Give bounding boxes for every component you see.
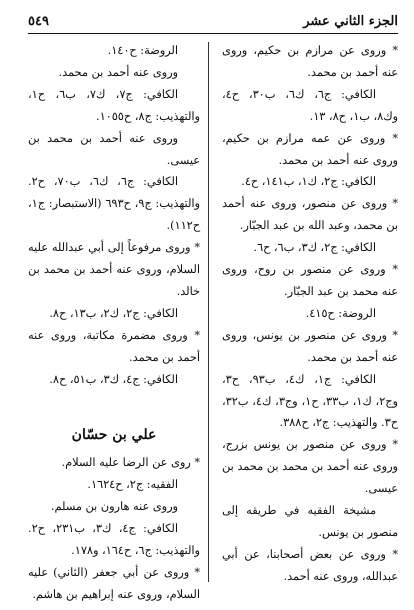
- reference-entry: الروضة: ح٤١٥.: [305, 306, 376, 320]
- column-divider: [208, 42, 209, 582]
- page-header: [28, 10, 398, 32]
- narration-entry: * وروى عن عمه مرازم بن حكيم، وروى عنه أحمد بن محمد.: [222, 131, 398, 167]
- narration-entry: * وروى مرفوعاً إلى أبي عبدالله عليه السلام، وروى عنه أحمد بن محمد بن خالد.: [28, 241, 200, 298]
- reference-entry: الفقيه: ج٢، ح١٦٢٤.: [87, 478, 178, 492]
- narration-entry: * وروى مضمرة مكاتبة، وروى عنه أحمد بن محمد.: [28, 328, 200, 364]
- reference-entry: وروى عنه هارون بن مسلم.: [50, 500, 178, 514]
- narration-entry: * روى عن الرضا عليه السلام.: [61, 456, 200, 470]
- narration-entry: * وروى عن منصور، وروى عنه أحمد بن محمد، وعبد الله بن عبد الجبّار.: [222, 197, 398, 233]
- narration-entry: * وروى عن أبي جعفر (الثاني) عليه السلام، وروى عنه إبراهيم بن هاشم.: [28, 565, 200, 601]
- section-heading: علي بن حسّان: [71, 426, 157, 443]
- right-column: [222, 40, 398, 588]
- narration-entry: * وروى عن منصور بن يونس بزرج، وروى عنه أحمد بن محمد بن محمد بن عيسى.: [222, 438, 398, 496]
- reference-entry: الروضة: ح١٤٠.: [107, 44, 178, 57]
- narration-entry: * وروى عن مرازم بن حكيم، وروى عنه أحمد بن محمد.: [222, 44, 398, 79]
- narration-entry: * وروى عن منصور بن روح، وروى عنه محمد بن عبد الجبّار.: [222, 263, 398, 298]
- reference-entry: الكافي: ج٦، ك٦، ب٧٠، ح٢. والتهذيب: ج٩، ح٦٩٣ (الاستبصار: ج١، ح١١٢).: [28, 175, 200, 233]
- reference-entry: وروى عنه أحمد بن محمد.: [58, 65, 178, 79]
- reference-entry: الكافي: ج٢، ك١، ب١٤١، ح٤.: [241, 175, 376, 189]
- reference-entry: وروى عنه أحمد بن محمد بن عيسى.: [28, 131, 200, 167]
- header-rule: [28, 33, 398, 34]
- left-column: [28, 40, 200, 606]
- narration-entry: * وروى عن بعض أصحابنا، عن أبي عبدالله، وروى عنه أحمد.: [222, 547, 398, 583]
- reference-entry: الكافي: ج٤، ك٣، ب٥١، ح٨.: [49, 372, 178, 386]
- reference-entry: الكافي: ج٢، ك٢، ب١٣، ح٨.: [49, 306, 178, 320]
- reference-entry: الكافي: ج١، ك٤، ب٩٣، ح٣، وج٢، ك١، ب٣٣، ح١، وج٣، ك٤، ب٣٢، ح٣. والتهذيب: ج٢، ح٣٨٨.: [222, 372, 398, 430]
- reference-entry: الكافي: ج٤، ك٣، ب٢٣١، ح٢. والتهذيب: ج٦، ح١٦٤، و١٧٨.: [28, 522, 200, 558]
- page-number: ٥٤٩: [28, 13, 49, 29]
- reference-entry: الكافي: ج٦، ك٦، ب٣٠، ح٤، وك٨، ب١، ح٨، ١٣.: [222, 87, 398, 123]
- reference-entry: مشيخة الفقيه في طريقه إلى منصور بن يونس.: [222, 504, 398, 539]
- reference-entry: الكافي: ج٧، ك٧، ب٦، ح١، والتهذيب: ج٨، ح١٠٥٥.: [28, 87, 200, 123]
- narration-entry: * وروى عن منصور بن يونس، وروى عنه أحمد بن محمد.: [222, 328, 398, 364]
- running-title: الجزء الثاني عشر: [303, 13, 398, 29]
- reference-entry: الكافي: ج٢، ك٣، ب٦، ح٦.: [253, 241, 376, 255]
